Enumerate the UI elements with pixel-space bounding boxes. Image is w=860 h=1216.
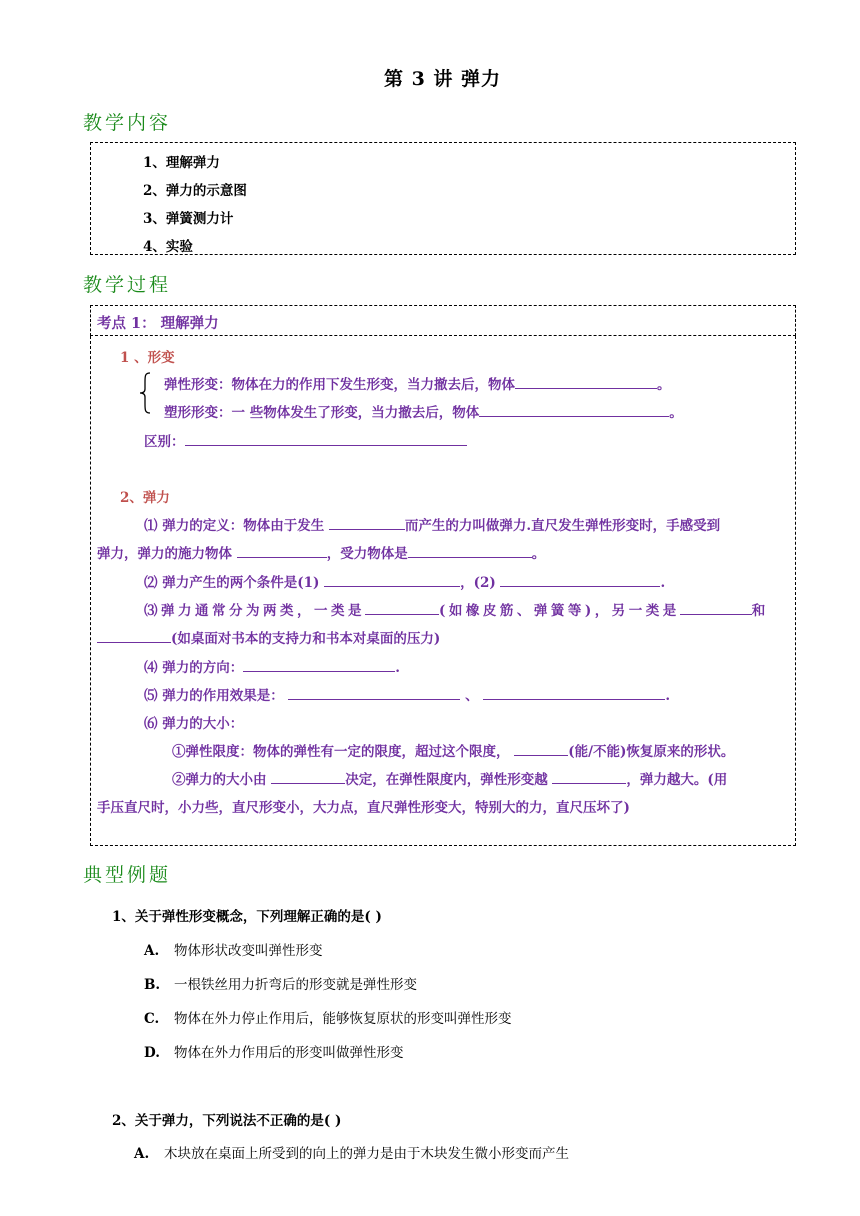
question-stem: 1、关于弹性形变概念，下列理解正确的是( ) — [112, 909, 382, 925]
definition-line-2: 弹力，弹力的施力物体 ，受力物体是 。 — [97, 542, 545, 562]
content-item: 1、理解弹力 — [143, 155, 220, 171]
part2-heading: 2、弹力 — [120, 490, 170, 506]
answer-option: A. 木块放在桌面上所受到的向上的弹力是由于木块发生微小形变而产生 — [134, 1146, 569, 1162]
effect-line: ⑸ 弹力的作用效果是： 、 . — [144, 684, 670, 704]
section-heading-examples: 典型例题 — [83, 864, 172, 886]
kaodian-header — [90, 305, 796, 336]
magnitude-line: ⑹ 弹力的大小： — [144, 716, 244, 732]
section-heading-content: 教学内容 — [83, 112, 172, 134]
conditions-line: ⑵ 弹力产生的两个条件是(1) ，(2) . — [144, 571, 665, 591]
brace-icon — [139, 372, 151, 414]
elastic-deformation-line: 弹性形变：物体在力的作用下发生形变，当力撤去后，物体 。 — [164, 373, 671, 393]
categories-line: ⑶ 弹 力 通 常 分 为 两 类 ， 一 类 是 ( 如 橡 皮 筋 、 弹 簧 等 ) ， 另 一 类 是 和 — [144, 599, 765, 619]
content-box — [90, 142, 796, 255]
content-item: 4、实验 — [143, 239, 193, 255]
plastic-deformation-line: 塑形形变：一 些物体发生了形变，当力撤去后，物体 。 — [164, 401, 683, 421]
question-stem: 2、关于弹力，下列说法不正确的是( ) — [112, 1113, 342, 1129]
magnitude-example-line: 手压直尺时，小力些，直尺形变小，大力点，直尺弹性形变大，特别大的力，直尺压坏了) — [97, 800, 630, 816]
page-title: 第 3 讲 弹力 — [383, 68, 502, 90]
content-item: 3、弹簧测力计 — [143, 211, 234, 227]
difference-line: 区别： — [144, 430, 467, 450]
content-item: 2、弹力的示意图 — [143, 183, 247, 199]
direction-line: ⑷ 弹力的方向： . — [144, 656, 400, 676]
part1-heading: 1 、形变 — [120, 350, 175, 366]
categories-line-2: (如桌面对书本的支持力和书本对桌面的压力) — [97, 627, 440, 647]
answer-option: C. 物体在外力停止作用后，能够恢复原状的形变叫弹性形变 — [144, 1011, 512, 1027]
section-heading-process: 教学过程 — [83, 274, 172, 296]
elastic-limit-line: ①弹性限度：物体的弹性有一定的限度，超过这个限度， (能/不能)恢复原来的形状。 — [172, 740, 734, 760]
answer-option: B. 一根铁丝用力折弯后的形变就是弹性形变 — [144, 977, 417, 993]
answer-option: D. 物体在外力作用后的形变叫做弹性形变 — [144, 1045, 404, 1061]
definition-line: ⑴ 弹力的定义：物体由于发生 而产生的力叫做弹力.直尺发生弹性形变时，手感受到 — [144, 514, 720, 534]
kaodian-label: 考点 1： 理解弹力 — [97, 315, 219, 332]
answer-option: A. 物体形状改变叫弹性形变 — [144, 943, 323, 959]
magnitude-factor-line: ②弹力的大小由 决定，在弹性限度内，弹性形变越 ，弹力越大。(用 — [172, 768, 727, 788]
